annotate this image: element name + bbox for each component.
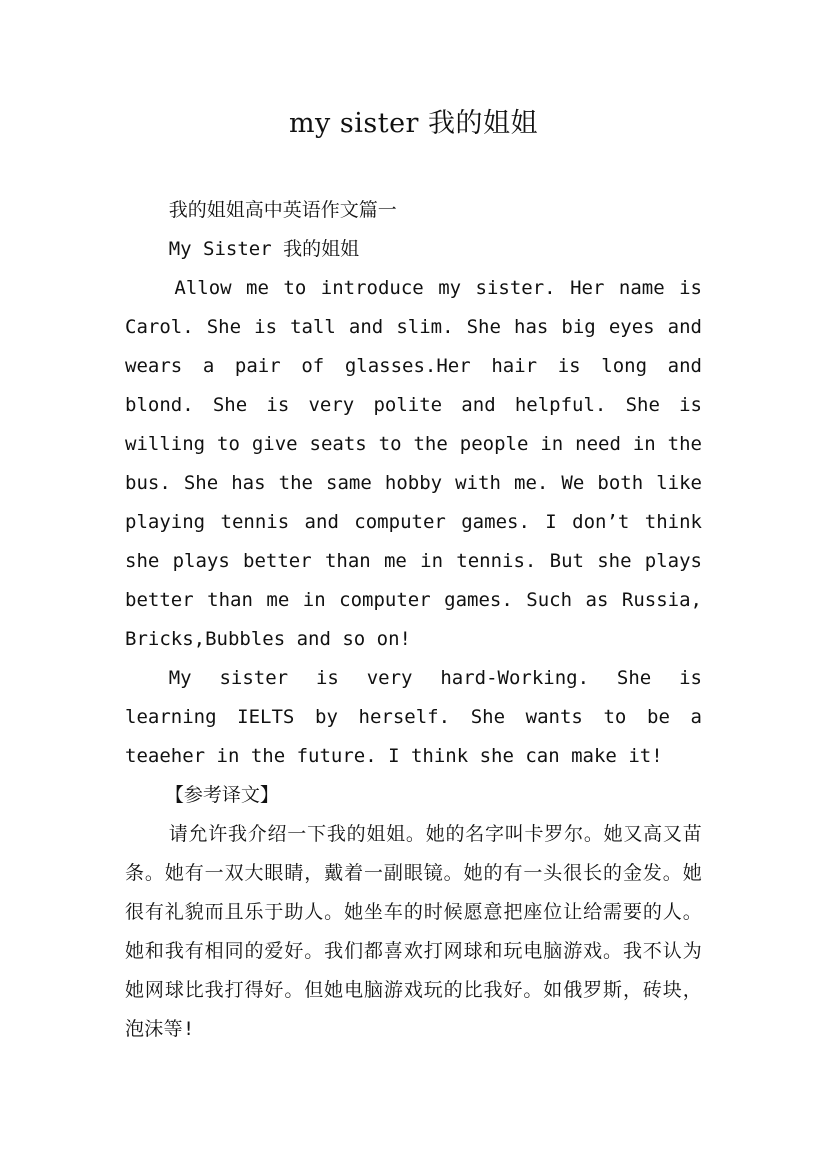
translation-heading: 【参考译文】 bbox=[164, 784, 279, 806]
english-paragraph-2: My sister is very hard-Working. She is learning IELTS by herself. She wants to be a teaeher in the future. I think she can make it! bbox=[125, 667, 702, 767]
chinese-translation: 请允许我介绍一下我的姐姐。她的名字叫卡罗尔。她又高又苗条。她有一双大眼睛，戴着一副眼镜。她的有一头很长的金发。她很有礼貌而且乐于助人。她坐车的时候愿意把座位让给需要的人。她和我有相同的爱好。我们都喜欢打网球和玩电脑游戏。我不认为她网球比我打得好。但她电脑游戏玩的比我好。如俄罗斯，砖块，泡沫等! bbox=[125, 823, 702, 1040]
section-heading: 我的姐姐高中英语作文篇一 bbox=[168, 199, 397, 221]
english-paragraph-1: Allow me to introduce my sister. Her name is Carol. She is tall and slim. She has big eyes and wears a pair of glasses.Her hair is long and blond. She is very polite and helpful. She is willing to give seats to the people in need in the bus. She has the same hobby with me. We both like playing tennis and computer games. I don’t think she plays better than me in tennis. But she plays better than me in computer games. Such as Russia, Bricks,Bubbles and so on! bbox=[125, 277, 702, 650]
document-body bbox=[125, 191, 702, 1049]
document-title: my sister 我的姐姐 bbox=[288, 108, 539, 139]
essay-title: My Sister 我的姐姐 bbox=[168, 238, 360, 260]
